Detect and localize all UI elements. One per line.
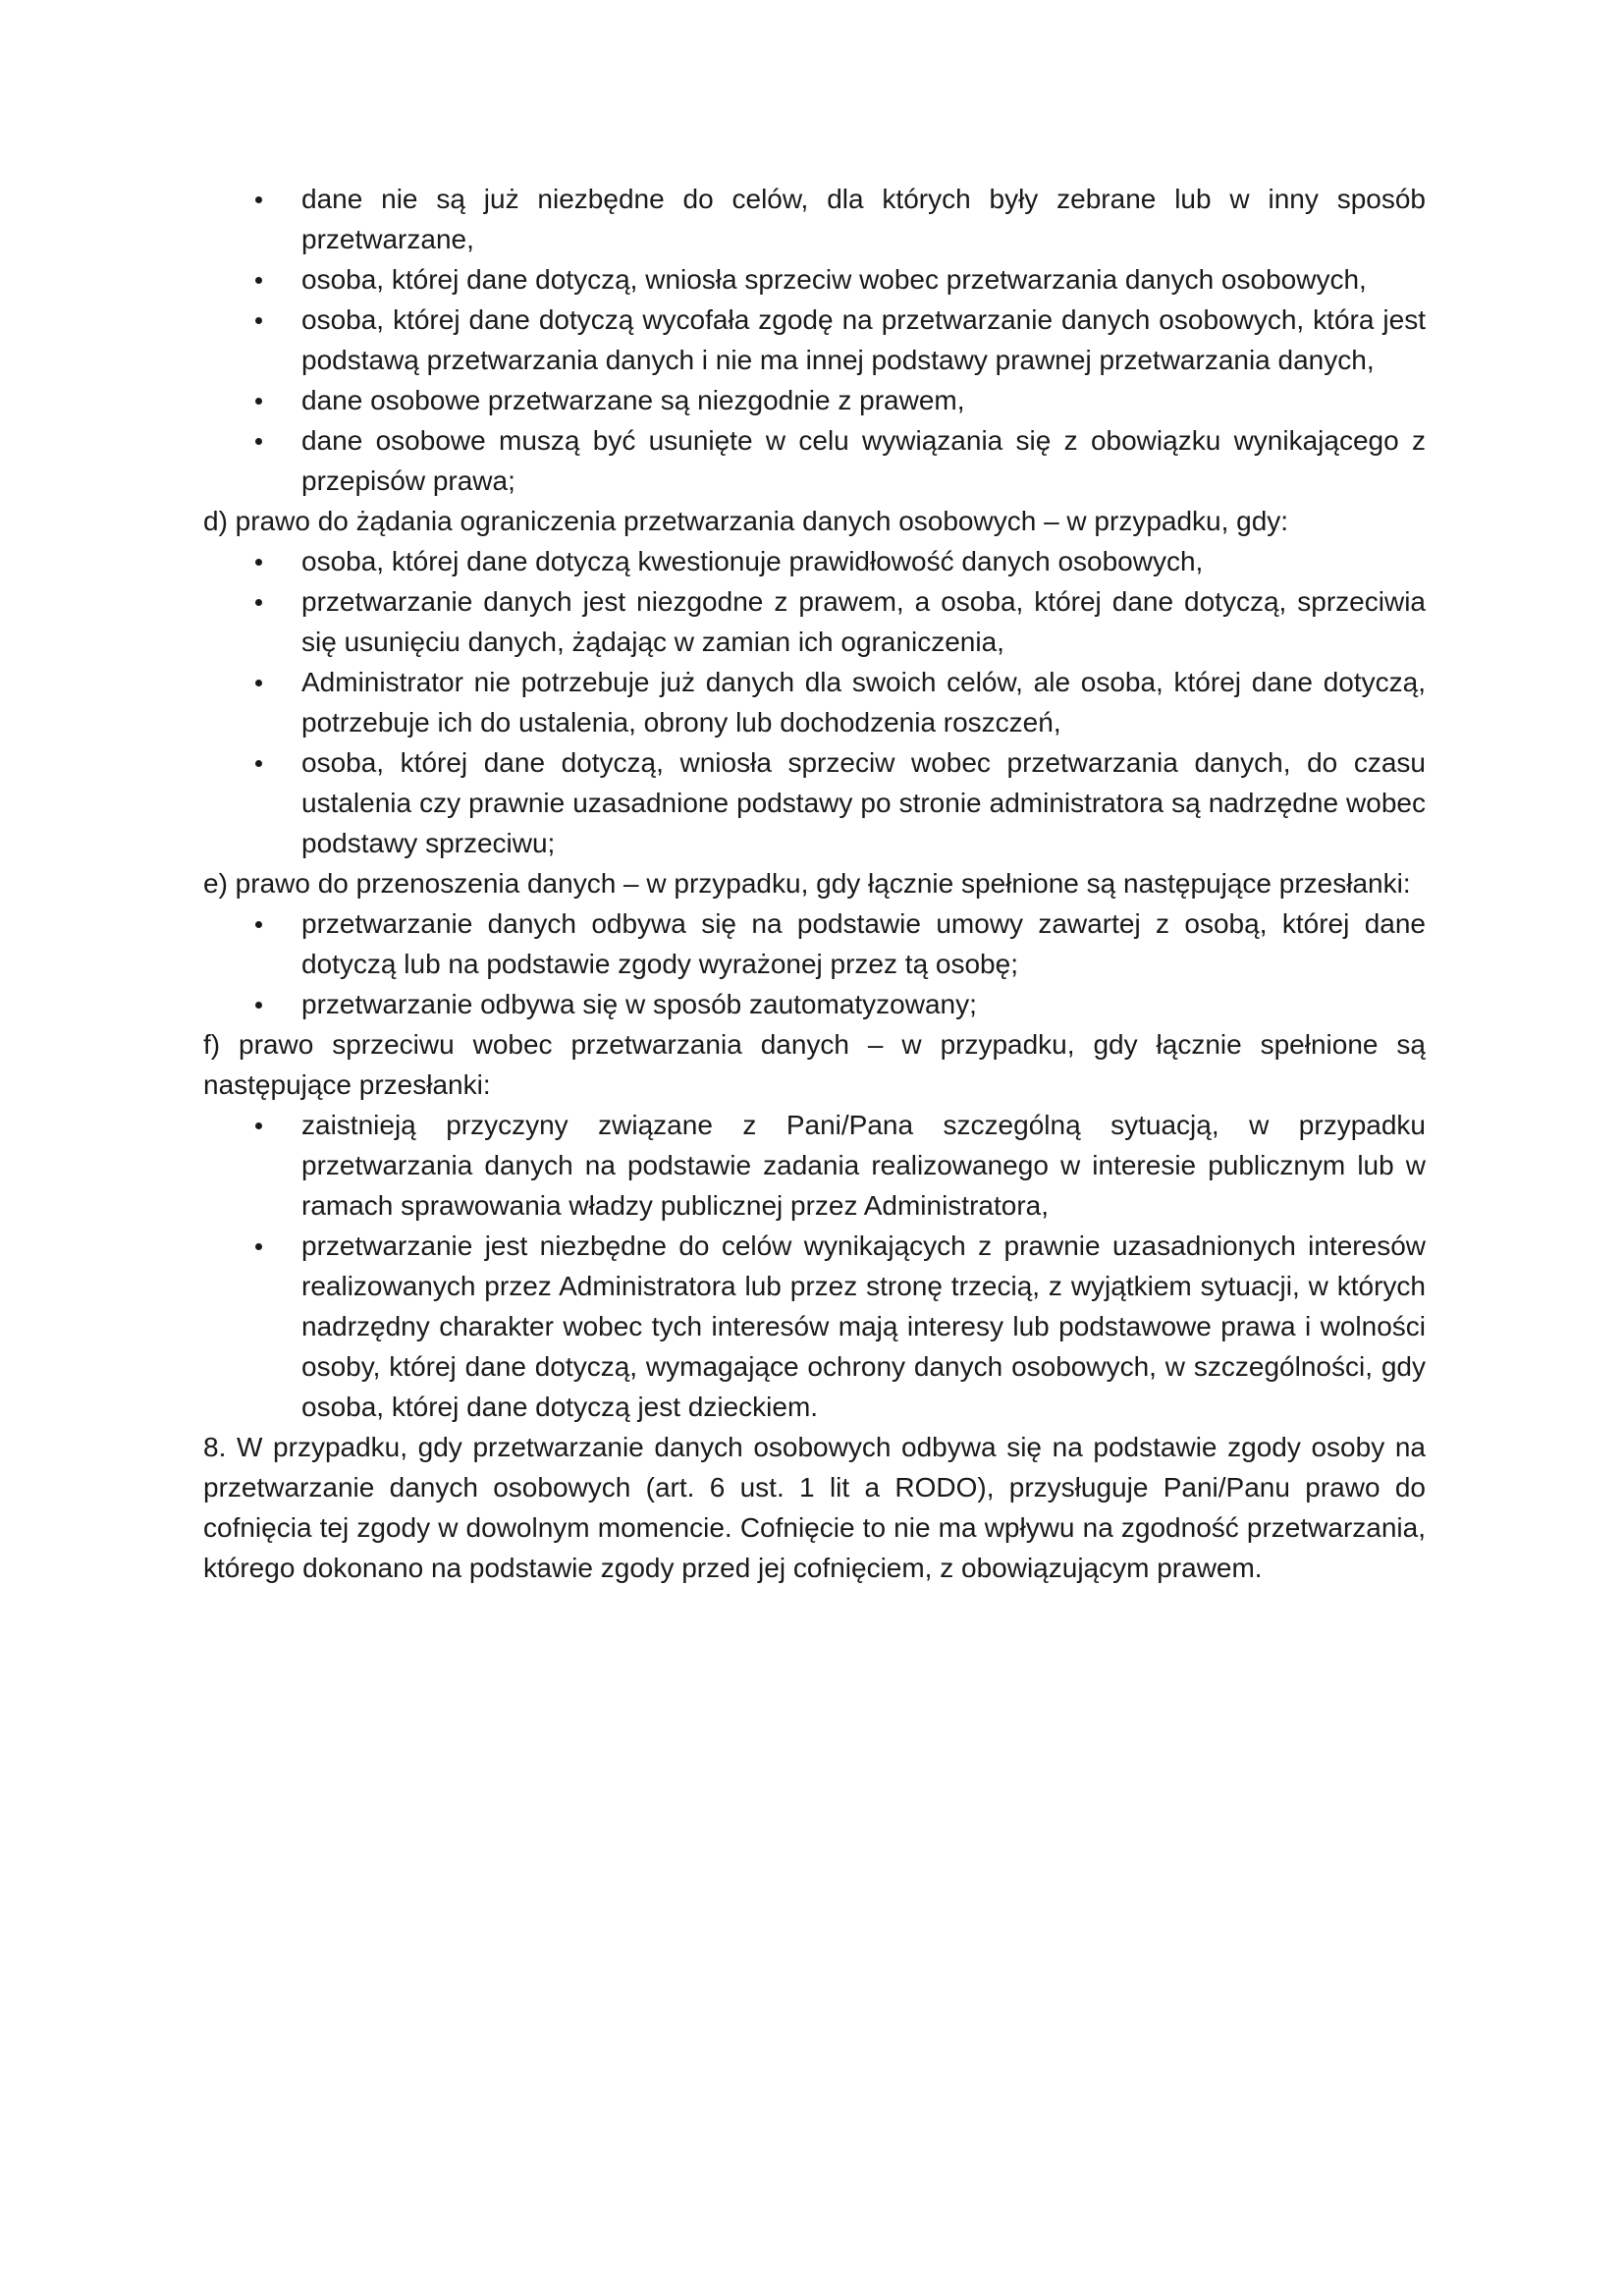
list-item: przetwarzanie danych jest niezgodne z prawem, a osoba, której dane dotyczą, sprzeciwia się usunięciu danych, żądając w zamian ich ograniczenia, [203, 581, 1426, 662]
list-item: przetwarzanie jest niezbędne do celów wynikających z prawnie uzasadnionych interesów realizowanych przez Administratora lub przez stronę trzecią, z wyjątkiem sytuacji, w których nadrzędny charakter wobec tych interesów mają interesy lub podstawowe prawa i wolności osoby, której dane dotyczą, wymagające ochrony danych osobowych, w szczególności, gdy osoba, której dane dotyczą jest dzieckiem. [203, 1226, 1426, 1427]
list-item: przetwarzanie danych odbywa się na podstawie umowy zawartej z osobą, której dane dotyczą lub na podstawie zgody wyrażonej przez tą osobę; [203, 903, 1426, 984]
list-item: osoba, której dane dotyczą, wniosła sprzeciw wobec przetwarzania danych osobowych, [203, 259, 1426, 300]
erasure-conditions-list [203, 179, 1426, 501]
list-item: przetwarzanie odbywa się w sposób zautomatyzowany; [203, 984, 1426, 1024]
list-item: osoba, której dane dotyczą wycofała zgodę na przetwarzanie danych osobowych, która jest podstawą przetwarzania danych i nie ma innej podstawy prawnej przetwarzania danych, [203, 300, 1426, 380]
list-item: zaistnieją przyczyny związane z Pani/Pana szczególną sytuacją, w przypadku przetwarzania danych na podstawie zadania realizowanego w interesie publicznym lub w ramach sprawowania władzy publicznej przez Administratora, [203, 1105, 1426, 1226]
list-item: dane nie są już niezbędne do celów, dla których były zebrane lub w inny sposób przetwarzane, [203, 179, 1426, 259]
section-d-list [203, 541, 1426, 863]
point-8-paragraph: 8. W przypadku, gdy przetwarzanie danych osobowych odbywa się na podstawie zgody osoby na przetwarzanie danych osobowych (art. 6 ust. 1 lit a RODO), przysługuje Pani/Panu prawo do cofnięcia tej zgody w dowolnym momencie. Cofnięcie to nie ma wpływu na zgodność przetwarzania, którego dokonano na podstawie zgody przed jej cofnięciem, z obowiązującym prawem. [203, 1432, 1426, 1583]
list-item: osoba, której dane dotyczą, wniosła sprzeciw wobec przetwarzania danych, do czasu ustalenia czy prawnie uzasadnione podstawy po stronie administratora są nadrzędne wobec podstawy sprzeciwu; [203, 742, 1426, 863]
section-f-heading: f) prawo sprzeciwu wobec przetwarzania danych – w przypadku, gdy łącznie spełnione są następujące przesłanki: [203, 1029, 1426, 1100]
section-d-heading: d) prawo do żądania ograniczenia przetwarzania danych osobowych – w przypadku, gdy: [203, 506, 1289, 536]
section-f-list [203, 1105, 1426, 1427]
list-item: Administrator nie potrzebuje już danych dla swoich celów, ale osoba, której dane dotyczą, potrzebuje ich do ustalenia, obrony lub dochodzenia roszczeń, [203, 662, 1426, 742]
section-e-heading: e) prawo do przenoszenia danych – w przypadku, gdy łącznie spełnione są następujące przesłanki: [203, 868, 1411, 899]
list-item: osoba, której dane dotyczą kwestionuje prawidłowość danych osobowych, [203, 541, 1426, 581]
list-item: dane osobowe przetwarzane są niezgodnie z prawem, [203, 380, 1426, 420]
list-item: dane osobowe muszą być usunięte w celu wywiązania się z obowiązku wynikającego z przepisów prawa; [203, 420, 1426, 501]
section-e-list [203, 903, 1426, 1024]
document-page [203, 179, 1426, 1588]
